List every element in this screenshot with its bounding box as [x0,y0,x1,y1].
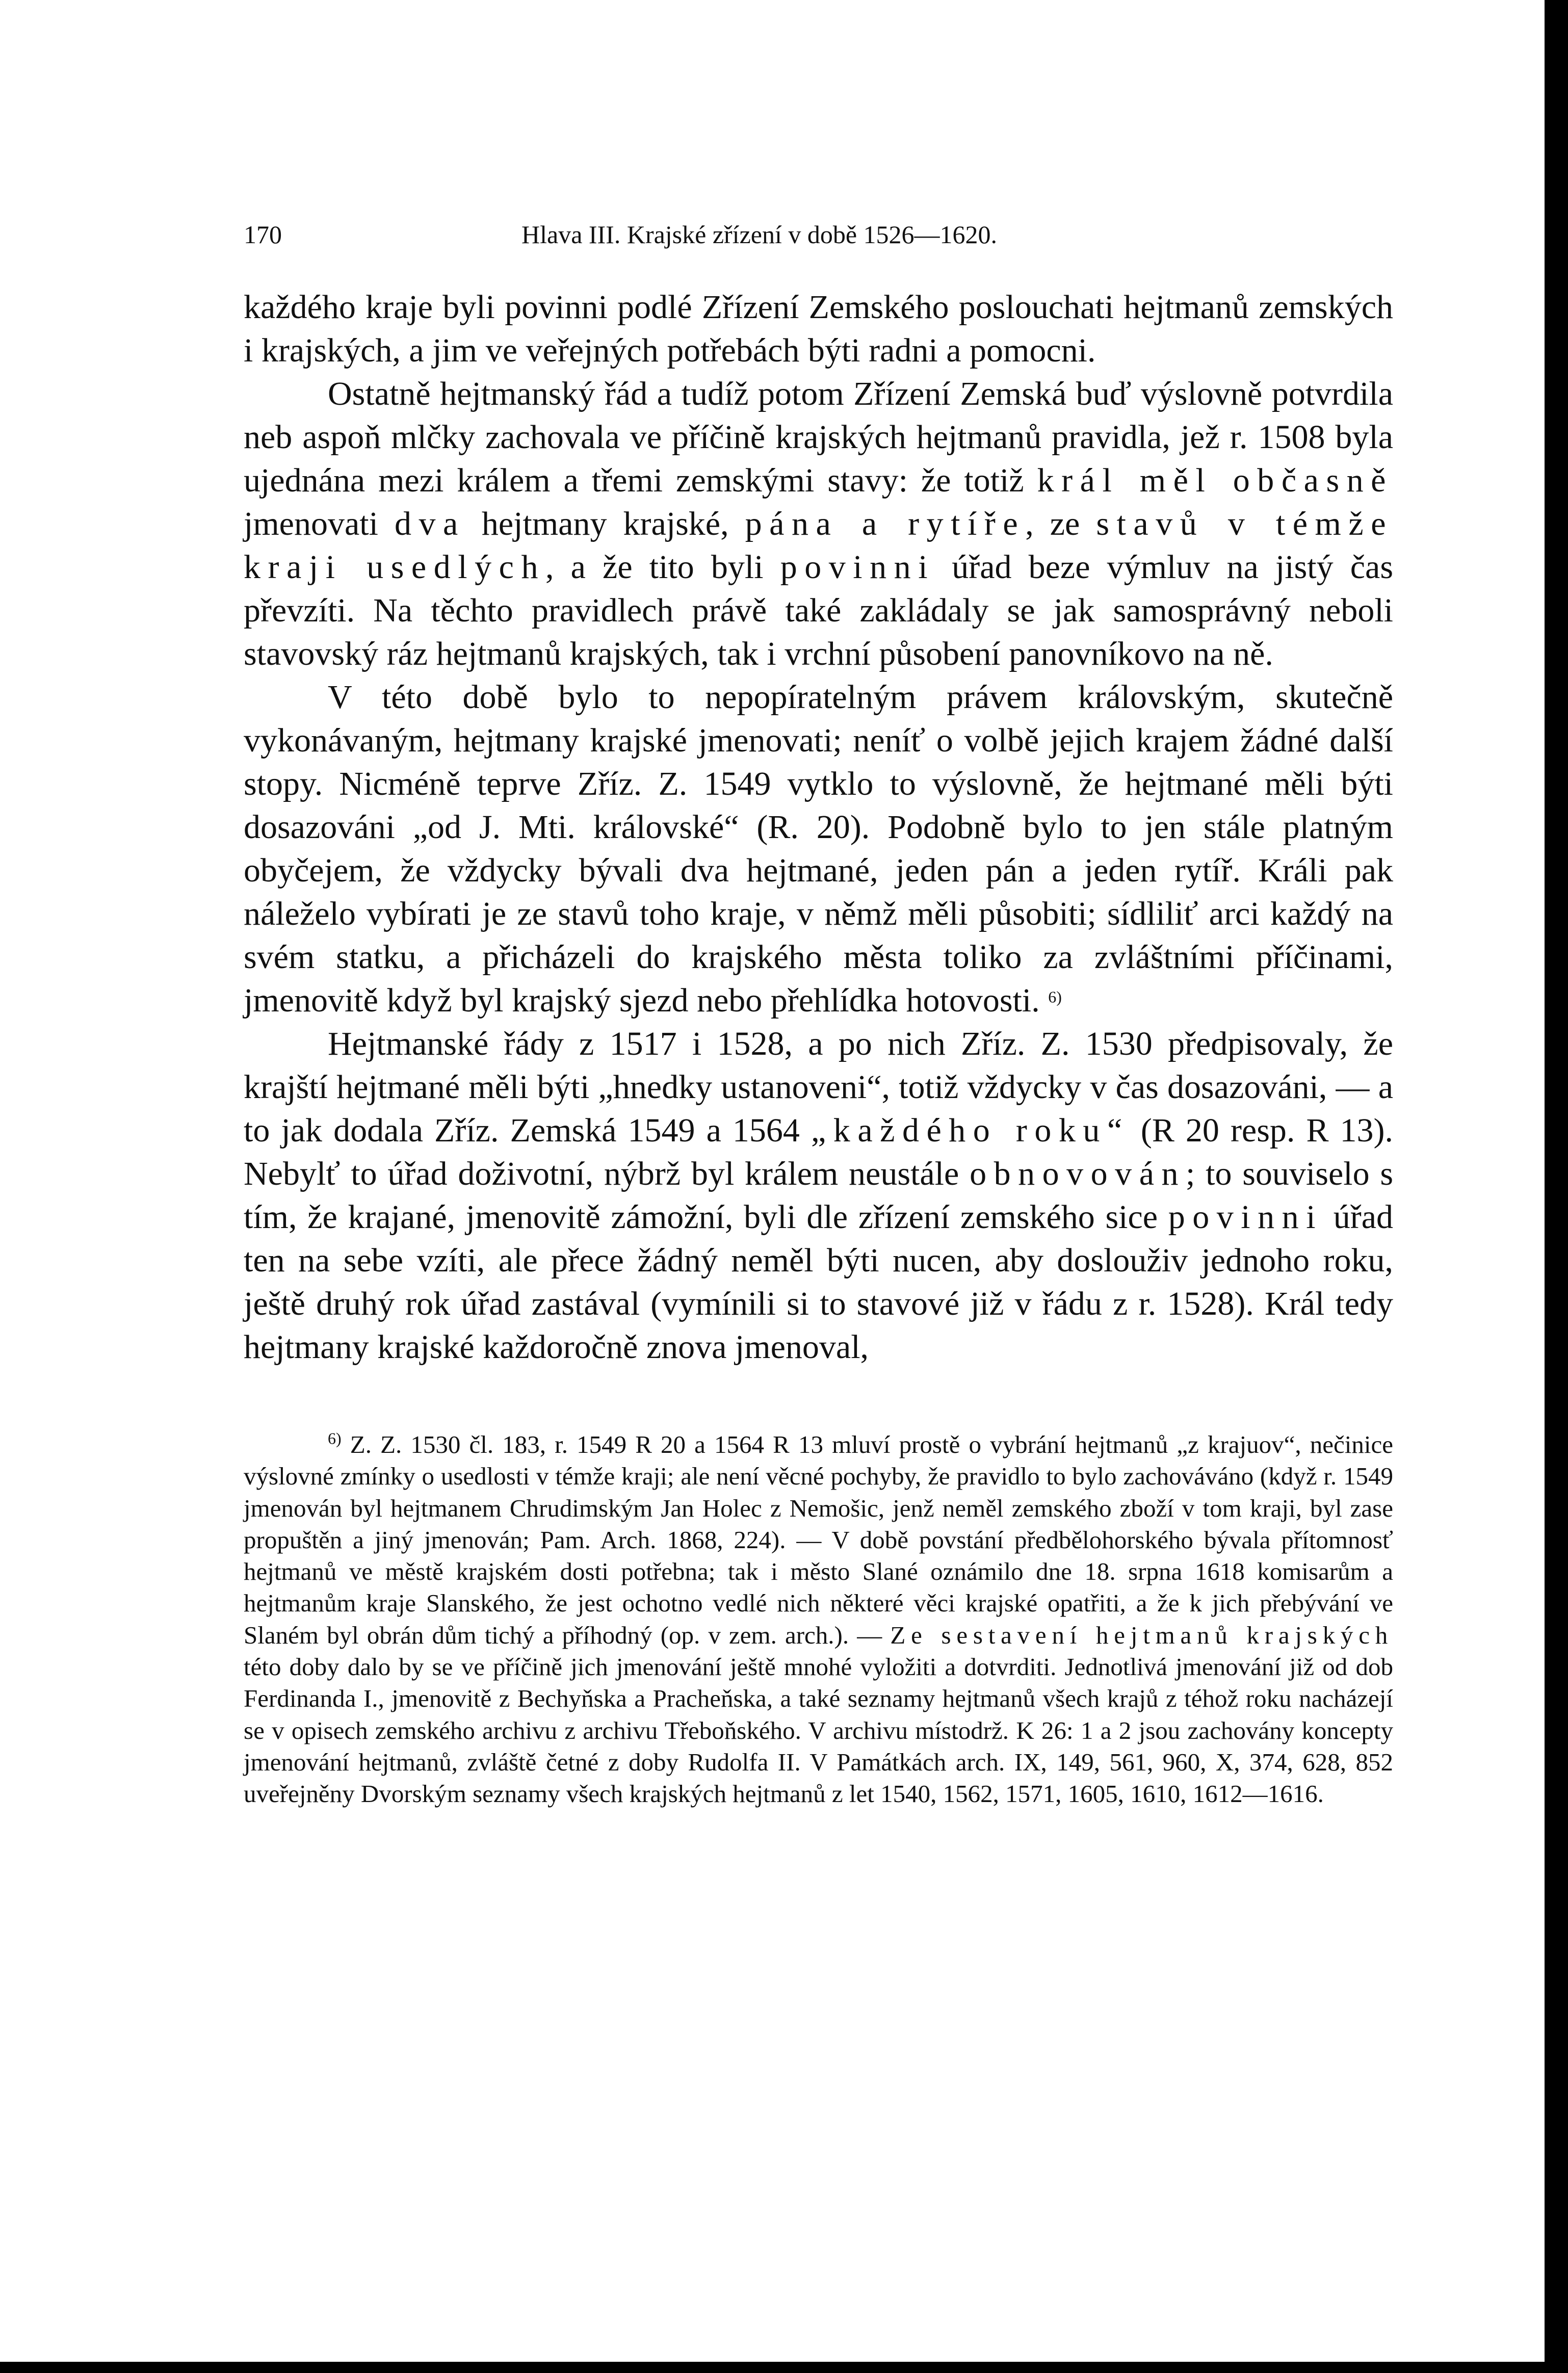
spaced-emphasis: povinni [780,549,935,586]
text-run: úřad ten na sebe vzíti, ale přece žádný neměl býti nucen, aby doslouživ jednoho roku, ještě druhý rok úřad zastával (vymínili si to stavové již v řádu z r. 1528). Král tedy hejtmany krajské každoročně znova jmenoval, [244,1198,1394,1366]
page-number: 170 [244,220,282,249]
paragraph-3 [244,675,1393,1022]
spaced-emphasis: král měl občasně [1037,462,1393,499]
running-title: Hlava III. Krajské zřízení v době 1526—1620. [521,220,998,249]
spaced-emphasis: dva [394,505,465,542]
footnote-reference: 6) [1048,987,1062,1006]
footnote-mark: 6) [328,1429,342,1448]
text-run: úřad beze výmluv na jistý čas převzíti. Na těchto pravidlech právě také zakládaly se jak samosprávný neboli stavovský ráz hejtmanů krajských, tak i vrchní působení panovníkovo na ně. [244,549,1393,672]
spaced-emphasis: obnovován [970,1155,1186,1192]
main-text [244,285,1393,1369]
page-header [244,214,1393,255]
paragraph-2 [244,372,1393,675]
text-run: této doby dalo by se ve příčině jich jmenování ještě mnohé vyložiti a dotvrditi. Jednotlivá jmenování již od dob Ferdinanda I., jmenovitě z Bechyňska a Pracheňska, a také seznamy hejtmanů všech krajů z téhož roku nacházejí se v opisech zemského archivu z archivu Třeboňského. V archivu místodrž. K 26: 1 a 2 jsou zachovány koncepty jmenování hejtmanů, zvláště četné z doby Rudolfa II. V Památkách arch. IX, 149, 561, 960, X, 374, 628, 852 uveřejněny Dvorským seznamy všech krajských hejtmanů z let 1540, 1562, 1571, 1605, 1610, 1612—1616. [244,1653,1393,1808]
scan-border-bottom [0,2362,1568,2373]
text-run: jmenovati [244,505,378,542]
spaced-emphasis: stavů v témže kraji usedlých [244,505,1394,586]
paragraph-4 [244,1022,1393,1369]
footnotes [244,1429,1393,1810]
text-run: V této době bylo to nepopíratelným právem královským, skutečně vykonávaným, hejtmany krajské jmenovati; neníť o volbě jejich krajem žádné další stopy. Nicméně teprve Zříz. Z. 1549 vytklo to výslovně, že hejtmané měli býti dosazováni „od J. Mti. královské“ (R. 20). Podobně bylo to jen stále platným obyčejem, že vždycky bývali dva hejtmané, jeden pán a jeden rytíř. Králi pak náleželo vybírati je ze stavů toho kraje, v němž měli působiti; sídliliť arci každý na svém statku, a přicházeli do krajského města toliko za zvláštními příčinami, jmenovitě když byl krajský sjezd nebo přehlídka hotovosti. [244,679,1393,1019]
spaced-emphasis: „každého roku“ [811,1112,1130,1149]
text-run: ; to souviselo s tím, že krajané, jmenovitě zámožní, byli dle zřízení zemského sice [244,1155,1394,1236]
text-run: Ostatně hejtmanský řád a tudíž potom Zřízení Zemská buď výslovně potvrdila neb aspoň mlčky zachovala ve příčině krajských hejtmanů pravidla, jež r. 1508 byla ujednána mezi králem a třemi zemskými stavy: že totiž [244,375,1393,499]
text-run: hejtmany krajské, [481,505,729,542]
text-run: Z. Z. 1530 čl. 183, r. 1549 R 20 a 1564 R 13 mluví prostě o vybrání hejtmanů „z krajuov“, nečinice výslovné zmínky o usedlosti v témže kraji; ale není věcné pochyby, že pravidlo to bylo zachováváno (když r. 1549 jmenován byl hejtmanem Chrudimským Jan Holec z Nemošic, jenž neměl zemského zboží v tom kraji, byl zase propuštěn a jiný jmenován; Pam. Arch. 1868, 224). — V době povstání předbělohorského bývala přítomnosť hejtmanů ve městě krajském dosti potřebna; tak i město Slané oznámilo dne 18. srpna 1618 komisarům a hejtmanům kraje Slanského, že jest ochotno vedlé nich některé věci krajské opatřiti, a že k jich přebývání ve Slaném byl obrán dům tichý a příhodný (op. v zem. arch.). — [244,1430,1393,1649]
text-run: Hejtmanské řády z 1517 i 1528, a po nich Zříz. Z. 1530 předpisovaly, že krajští hejtmané měli býti „hnedky ustanoveni“, totiž vždycky v čas dosazováni, — a to jak dodala Zříz. Zemská 1549 a 1564 [244,1025,1393,1149]
text-run: , ze [1025,505,1080,542]
footnote-6 [244,1429,1393,1810]
paragraph-1 [244,285,1393,372]
scan-border-right [1545,0,1568,2373]
book-page [244,214,1393,1810]
text-run: (R 20 resp. R 13). Nebylť to úřad doživotní, nýbrž byl králem neustále [244,1112,1394,1192]
spaced-emphasis: pána a rytíře [745,505,1026,542]
text-run: , a že tito byli [545,549,764,586]
spaced-emphasis: Ze sestavení hejtmanů krajských [890,1621,1394,1649]
paragraph-1-text: každého kraje byli povinni podlé Zřízení Zemského poslouchati hejtmanů zemských i krajských, a jim ve veřejných potřebách býti radni a pomocni. [244,289,1393,369]
spaced-emphasis: povinni [1168,1198,1323,1236]
